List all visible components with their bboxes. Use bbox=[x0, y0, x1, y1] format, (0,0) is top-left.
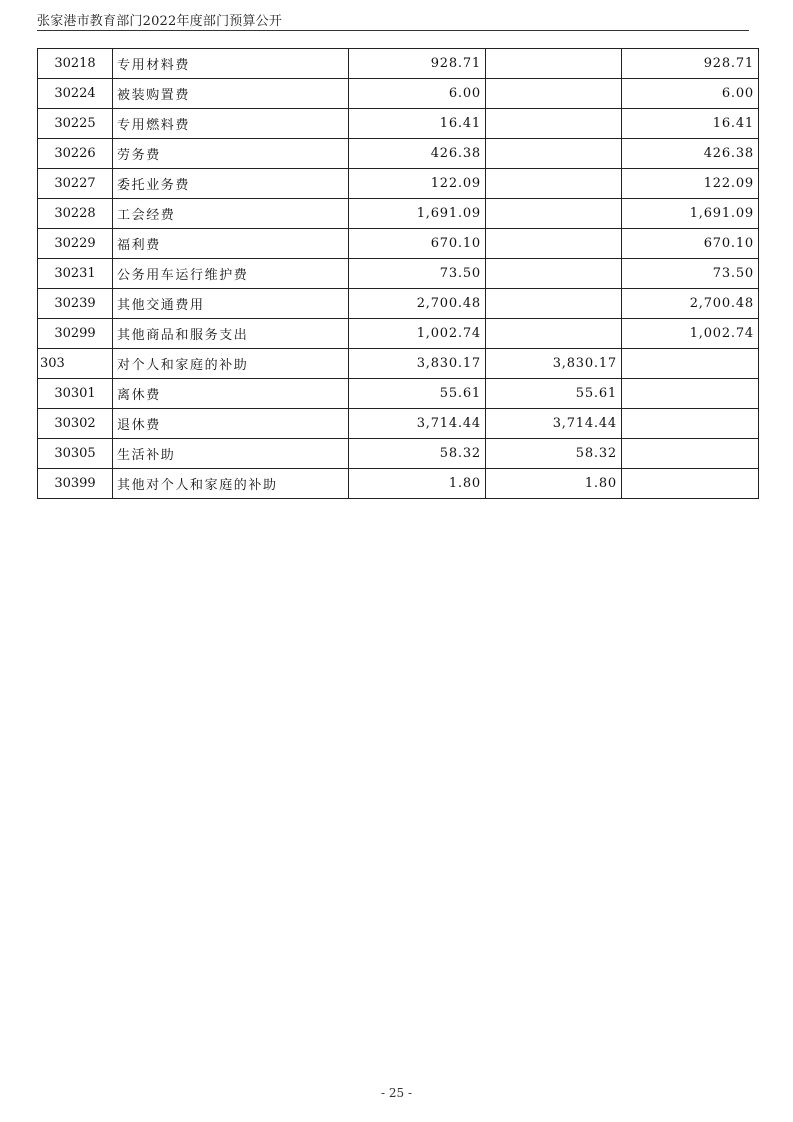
basic-expenditure-cell bbox=[486, 49, 622, 79]
total-amount-cell: 55.61 bbox=[349, 379, 486, 409]
item-name-cell: 其他交通费用 bbox=[113, 289, 349, 319]
table-row bbox=[38, 289, 759, 319]
item-name-cell: 生活补助 bbox=[113, 439, 349, 469]
basic-expenditure-cell: 55.61 bbox=[486, 379, 622, 409]
total-amount-cell: 6.00 bbox=[349, 79, 486, 109]
basic-expenditure-cell bbox=[486, 319, 622, 349]
economic-code-cell: 30399 bbox=[38, 469, 113, 499]
item-name-cell: 其他对个人和家庭的补助 bbox=[113, 469, 349, 499]
table-row bbox=[38, 199, 759, 229]
total-amount-cell: 1.80 bbox=[349, 469, 486, 499]
basic-expenditure-cell bbox=[486, 169, 622, 199]
item-name-cell: 专用燃料费 bbox=[113, 109, 349, 139]
basic-expenditure-cell bbox=[486, 259, 622, 289]
economic-code-cell: 30224 bbox=[38, 79, 113, 109]
item-name-cell: 公务用车运行维护费 bbox=[113, 259, 349, 289]
table-row bbox=[38, 169, 759, 199]
economic-code-cell: 30227 bbox=[38, 169, 113, 199]
basic-expenditure-cell: 3,830.17 bbox=[486, 349, 622, 379]
table-row bbox=[38, 379, 759, 409]
item-name-cell: 工会经费 bbox=[113, 199, 349, 229]
item-name-cell: 离休费 bbox=[113, 379, 349, 409]
economic-code-cell: 30305 bbox=[38, 439, 113, 469]
basic-expenditure-cell bbox=[486, 289, 622, 319]
economic-code-cell: 30299 bbox=[38, 319, 113, 349]
budget-table bbox=[37, 48, 759, 499]
total-amount-cell: 16.41 bbox=[349, 109, 486, 139]
project-expenditure-cell: 928.71 bbox=[622, 49, 759, 79]
total-amount-cell: 73.50 bbox=[349, 259, 486, 289]
economic-code-cell: 30225 bbox=[38, 109, 113, 139]
total-amount-cell: 928.71 bbox=[349, 49, 486, 79]
item-name-cell: 劳务费 bbox=[113, 139, 349, 169]
project-expenditure-cell: 122.09 bbox=[622, 169, 759, 199]
project-expenditure-cell: 426.38 bbox=[622, 139, 759, 169]
project-expenditure-cell: 1,002.74 bbox=[622, 319, 759, 349]
basic-expenditure-cell bbox=[486, 139, 622, 169]
total-amount-cell: 1,002.74 bbox=[349, 319, 486, 349]
total-amount-cell: 2,700.48 bbox=[349, 289, 486, 319]
header-divider bbox=[37, 30, 749, 31]
total-amount-cell: 58.32 bbox=[349, 439, 486, 469]
basic-expenditure-cell: 1.80 bbox=[486, 469, 622, 499]
item-name-cell: 专用材料费 bbox=[113, 49, 349, 79]
page-number: - 25 - bbox=[380, 1086, 412, 1100]
project-expenditure-cell: 1,691.09 bbox=[622, 199, 759, 229]
table-row bbox=[38, 139, 759, 169]
economic-code-cell: 30229 bbox=[38, 229, 113, 259]
basic-expenditure-cell: 58.32 bbox=[486, 439, 622, 469]
project-expenditure-cell bbox=[622, 439, 759, 469]
economic-code-cell: 30231 bbox=[38, 259, 113, 289]
table-row bbox=[38, 49, 759, 79]
economic-code-cell: 303 bbox=[38, 349, 113, 379]
economic-code-cell: 30228 bbox=[38, 199, 113, 229]
total-amount-cell: 3,830.17 bbox=[349, 349, 486, 379]
total-amount-cell: 670.10 bbox=[349, 229, 486, 259]
project-expenditure-cell bbox=[622, 409, 759, 439]
economic-code-cell: 30218 bbox=[38, 49, 113, 79]
basic-expenditure-cell bbox=[486, 79, 622, 109]
basic-expenditure-cell bbox=[486, 199, 622, 229]
table-row bbox=[38, 229, 759, 259]
table-row bbox=[38, 259, 759, 289]
project-expenditure-cell bbox=[622, 349, 759, 379]
basic-expenditure-cell bbox=[486, 229, 622, 259]
item-name-cell: 委托业务费 bbox=[113, 169, 349, 199]
economic-code-cell: 30301 bbox=[38, 379, 113, 409]
table-row bbox=[38, 79, 759, 109]
economic-code-cell: 30226 bbox=[38, 139, 113, 169]
project-expenditure-cell bbox=[622, 379, 759, 409]
table-row bbox=[38, 469, 759, 499]
item-name-cell: 对个人和家庭的补助 bbox=[113, 349, 349, 379]
budget-table-body bbox=[38, 49, 759, 499]
total-amount-cell: 3,714.44 bbox=[349, 409, 486, 439]
table-row bbox=[38, 109, 759, 139]
table-row bbox=[38, 409, 759, 439]
basic-expenditure-cell: 3,714.44 bbox=[486, 409, 622, 439]
economic-code-cell: 30239 bbox=[38, 289, 113, 319]
table-row bbox=[38, 349, 759, 379]
item-name-cell: 退休费 bbox=[113, 409, 349, 439]
project-expenditure-cell: 670.10 bbox=[622, 229, 759, 259]
table-row bbox=[38, 319, 759, 349]
project-expenditure-cell: 16.41 bbox=[622, 109, 759, 139]
project-expenditure-cell: 73.50 bbox=[622, 259, 759, 289]
item-name-cell: 被装购置费 bbox=[113, 79, 349, 109]
economic-code-cell: 30302 bbox=[38, 409, 113, 439]
project-expenditure-cell bbox=[622, 469, 759, 499]
table-row bbox=[38, 439, 759, 469]
total-amount-cell: 426.38 bbox=[349, 139, 486, 169]
project-expenditure-cell: 6.00 bbox=[622, 79, 759, 109]
page-header-title: 张家港市教育部门2022年度部门预算公开 bbox=[37, 14, 283, 29]
total-amount-cell: 122.09 bbox=[349, 169, 486, 199]
total-amount-cell: 1,691.09 bbox=[349, 199, 486, 229]
project-expenditure-cell: 2,700.48 bbox=[622, 289, 759, 319]
basic-expenditure-cell bbox=[486, 109, 622, 139]
item-name-cell: 其他商品和服务支出 bbox=[113, 319, 349, 349]
item-name-cell: 福利费 bbox=[113, 229, 349, 259]
